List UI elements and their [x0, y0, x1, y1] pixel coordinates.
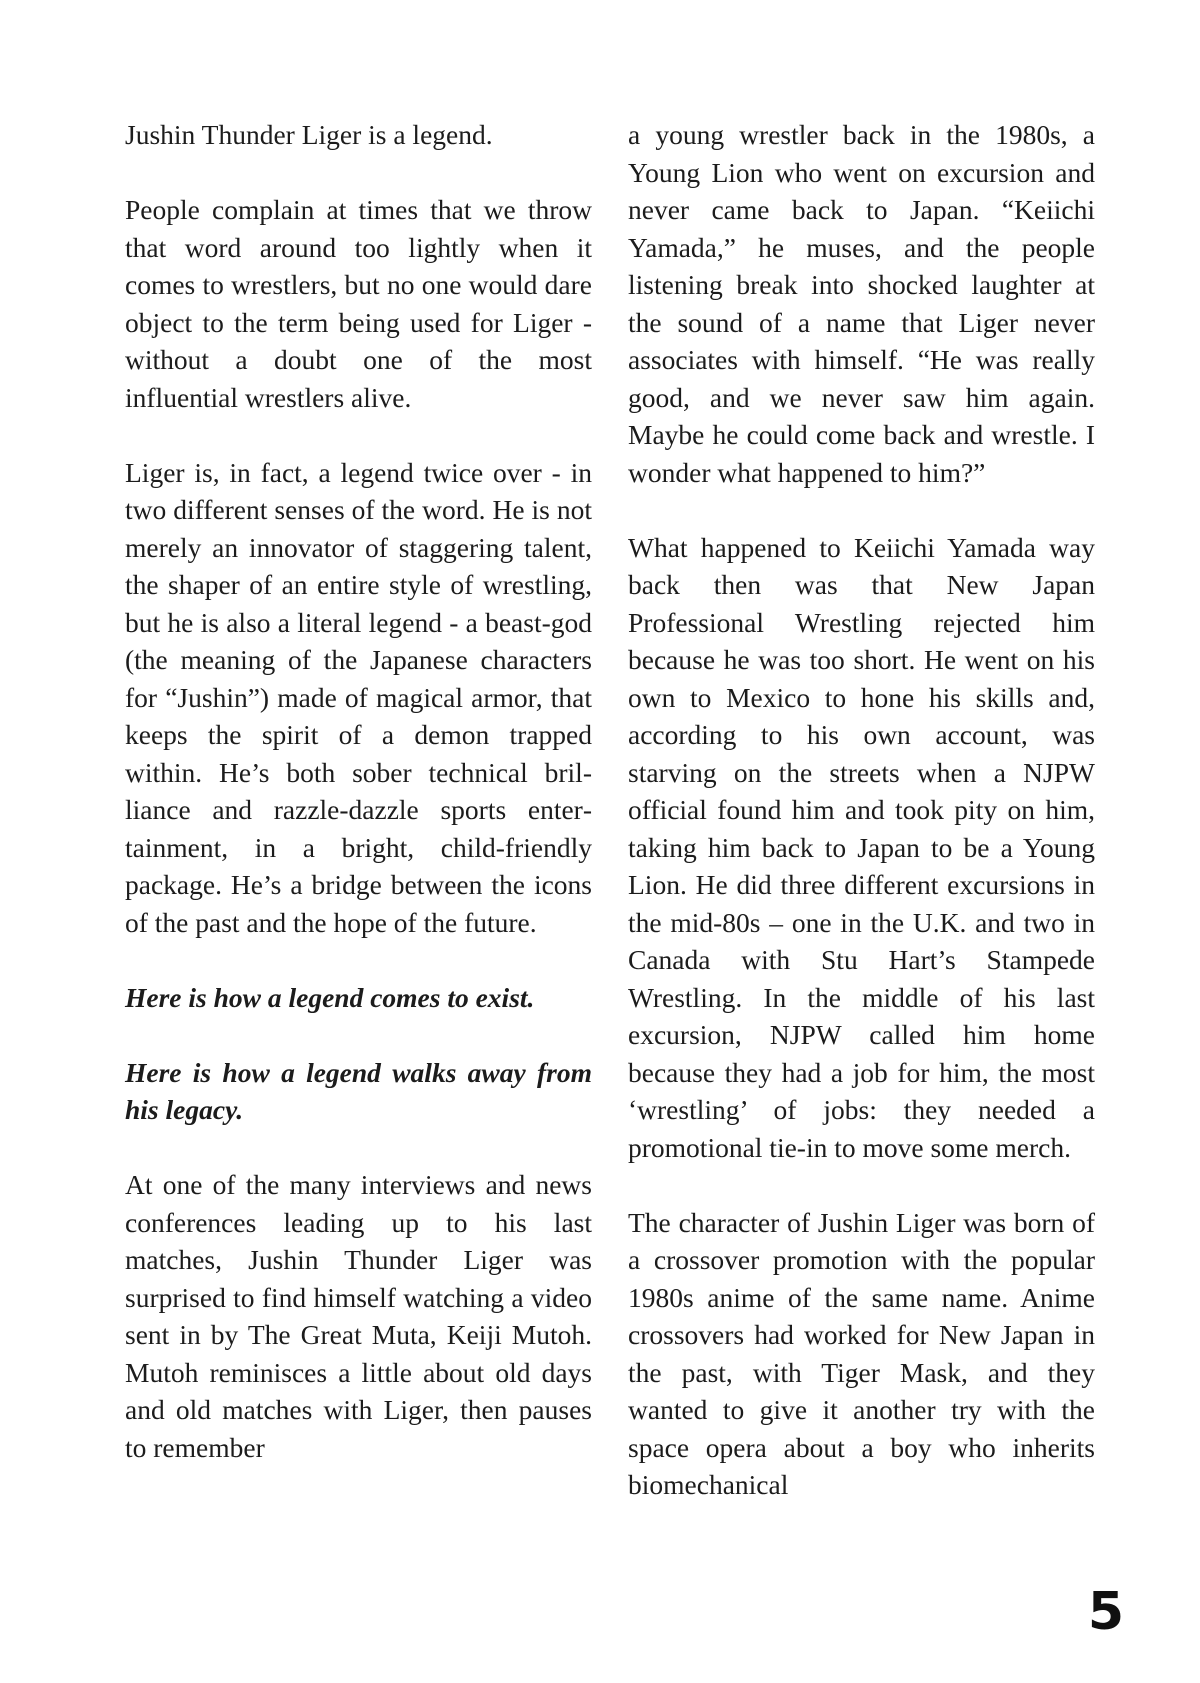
- left-column: [125, 116, 592, 1466]
- paragraph-interviews: At one of the many interviews and news conferences leading up to his last matches, Jushin Thunder Liger was surprised to find himself watching a video sent in by The Great Muta, Keiji Mutoh. Mutoh reminisces a little about old days and old matches with Liger, then pauses to remember: [125, 1169, 592, 1463]
- paragraph-opening: Jushin Thunder Liger is a legend.: [125, 119, 493, 150]
- page-number: 5: [1087, 1582, 1124, 1642]
- heading-legend-exists: Here is how a legend comes to exist.: [125, 981, 535, 1013]
- right-column: [628, 116, 1095, 1504]
- paragraph-character-born: The character of Jushin Liger was born of a crossover promotion with the popular 1980s anime of the same name. Anime crossovers had worked for New Japan in the past, with Tiger Mask, and they wanted to give it another try with the space opera about a boy who inherits biomechanical: [628, 1206, 1095, 1500]
- heading-legend-walks-away: Here is how a legend walks away from his legacy.: [125, 1056, 592, 1125]
- paragraph-people-complain: People complain at times that we throw that word around too lightly when it comes to wrestlers, but no one would dare object to the term being used for Liger - without a doubt one of the most influential wrestlers alive.: [125, 194, 592, 413]
- paragraph-young-wrestler: a young wrestler back in the 1980s, a Young Lion who went on excursion and never came back to Japan. “Keiichi Yamada,” he muses, and the people listening break into shocked laughter at the sound of a name that Liger never associates with himself. “He was really good, and we never saw him again. Maybe he could come back and wrestle. I wonder what happened to him?”: [628, 119, 1095, 488]
- paragraph-what-happened: What happened to Keiichi Yamada way back then was that New Japan Professional Wrestling rejected him because he was too short. He went on his own to Mexico to hone his skills and, according to his own account, was starving on the streets when a NJPW official found him and took pity on him, taking him back to Japan to be a Young Lion. He did three different excursions in the mid-80s – one in the U.K. and two in Canada with Stu Hart’s Stampede Wrestling. In the middle of his last excursion, NJPW called him home because they had a job for him, the most ‘wrestling’ of jobs: they needed a promotional tie-in to move some merch.: [628, 531, 1095, 1163]
- paragraph-legend-twice: Liger is, in fact, a legend twice over - in two different senses of the word. He is not merely an innovator of staggering talent, the shaper of an entire style of wrestling, but he is also a literal legend - a beast-god (the meaning of the Japanese characters for “Jushin”) made of magical armor, that keeps the spirit of a demon trapped within. He’s both sober technical brilliance and razzle-dazzle sports entertainment, in a bright, child-friendly package. He’s a bridge between the icons of the past and the hope of the future.: [125, 456, 592, 938]
